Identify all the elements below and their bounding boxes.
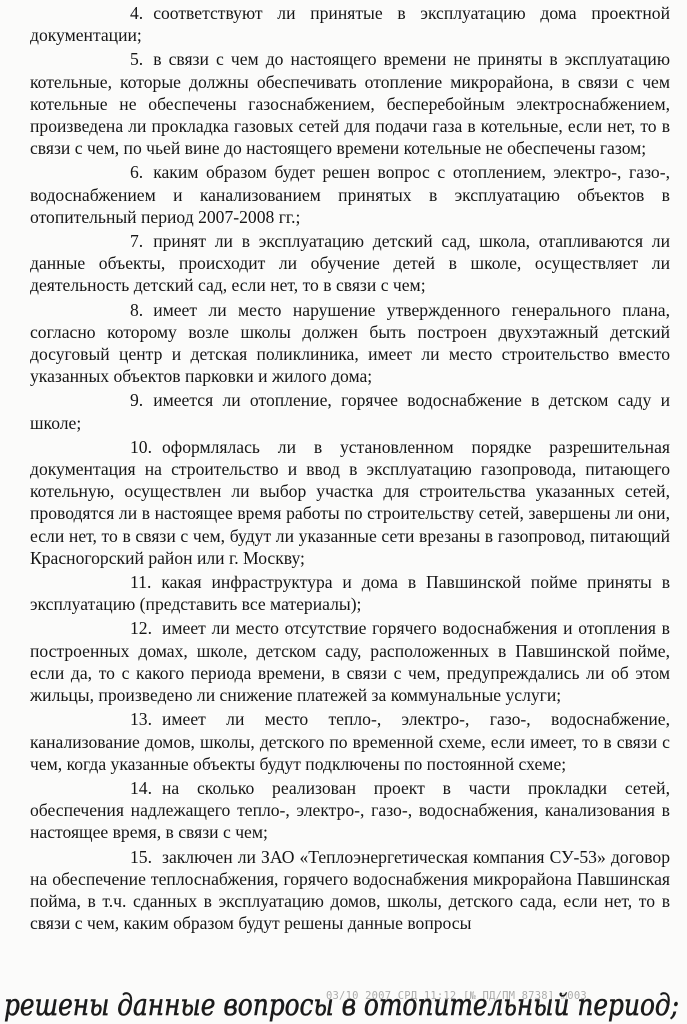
document-body <box>30 2 670 934</box>
item-number: 10. <box>130 436 152 457</box>
list-item <box>30 230 670 297</box>
list-item <box>30 617 670 706</box>
list-item <box>30 571 670 615</box>
list-item <box>30 299 670 388</box>
item-number: 11. <box>130 572 152 593</box>
item-text: какая инфраструктура и дома в Павшинской пойме приняты в эксплуатацию (представить все материалы); <box>30 572 670 615</box>
item-number: 9. <box>130 390 144 411</box>
list-item <box>30 2 670 46</box>
item-text: заключен ли ЗАО «Теплоэнергетическая компания СУ-53» договор на обеспечение теплоснабжения, горячего водоснабжения микрорайона Павшинская пойма, в т.ч. сданных в эксплуатацию домов, школы, детского сада, если нет, то в связи с чем, каким образом будут решены данные вопросы <box>30 846 670 934</box>
item-number: 13. <box>130 709 152 730</box>
item-text: имеет ли место нарушение утвержденного генерального плана, согласно которому возле школы должен быть построен двухэтажный детский досуговый центр и детская поликлиника, имеет ли место строительство вместо указанных объектов парковки и жилого дома; <box>30 299 670 387</box>
item-number: 15. <box>130 846 152 867</box>
item-number: 5. <box>130 49 144 70</box>
handwritten-note-text: решены данные вопросы в отопительный период; <box>4 988 679 1023</box>
list-item <box>30 846 670 934</box>
list-item <box>30 389 670 433</box>
list-item <box>30 777 670 844</box>
item-text: каким образом будет решен вопрос с отоплением, электро-, газо-, водоснабжением и канализованием принятых в эксплуатацию объектов в отопительный период 2007-2008 гг.; <box>30 162 670 227</box>
item-text: имеется ли отопление, горячее водоснабжение в детском саду и школе; <box>30 390 670 433</box>
item-number: 6. <box>130 162 144 183</box>
list-item <box>30 161 670 228</box>
list-item <box>30 436 670 569</box>
item-number: 14. <box>130 777 152 798</box>
item-number: 4. <box>130 3 144 23</box>
handwritten-note <box>4 981 687 1024</box>
item-number: 7. <box>130 231 144 252</box>
item-text: на сколько реализован проект в части прокладки сетей, обеспечения надлежащего тепло-, электро-, газо-, водоснабжения, канализования в настоящее время, в связи с чем; <box>30 777 670 843</box>
item-text: имеет ли место тепло-, электро-, газо-, водоснабжение, канализование домов, школы, детского по временной схеме, если имеет, то в связи с чем, когда указанные объекты будут подключены по постоянной схеме; <box>30 709 670 774</box>
item-number: 12. <box>130 618 152 639</box>
item-text: принят ли в эксплуатацию детский сад, школа, отапливаются ли данные объекты, происходит ли обучение детей в школе, осуществляет ли деятельность детский сад, если нет, то в связи с чем; <box>30 231 670 296</box>
list-item <box>30 48 670 159</box>
item-text: в связи с чем до настоящего времени не приняты в эксплуатацию котельные, которые должны обеспечивать отопление микрорайона, в связи с чем котельные не обеспечены газоснабжением, бесперебойным электроснабжением, произведена ли прокладка газовых сетей для подачи газа в котельные, если нет, то в связи с чем, по чьей вине до настоящего времени котельные не обеспечены газом; <box>30 49 670 159</box>
item-text: оформлялась ли в установленном порядке разрешительная документация на строительство и ввод в эксплуатацию газопровода, питающего котельную, осуществлен ли выбор участка для строительства указанных сетей, проводятся ли в настоящее время работы по строительству сетей, завершены ли они, если нет, то в связи с чем, будут ли указанные сети врезаны в газопровод, питающий Красногорский район или г. Москву; <box>30 436 670 568</box>
list-item <box>30 708 670 775</box>
item-text: имеет ли место отсутствие горячего водоснабжения и отопления в построенных домах, школе, детском саду, расположенных в Павшинской пойме, если да, то с какого периода времени, в связи с чем, предупреждались ли об этом жильцы, произведено ли снижение платежей за коммунальные услуги; <box>30 618 670 706</box>
item-text: соответствуют ли принятые в эксплуатацию дома проектной документации; <box>30 3 670 46</box>
item-number: 8. <box>130 299 144 320</box>
